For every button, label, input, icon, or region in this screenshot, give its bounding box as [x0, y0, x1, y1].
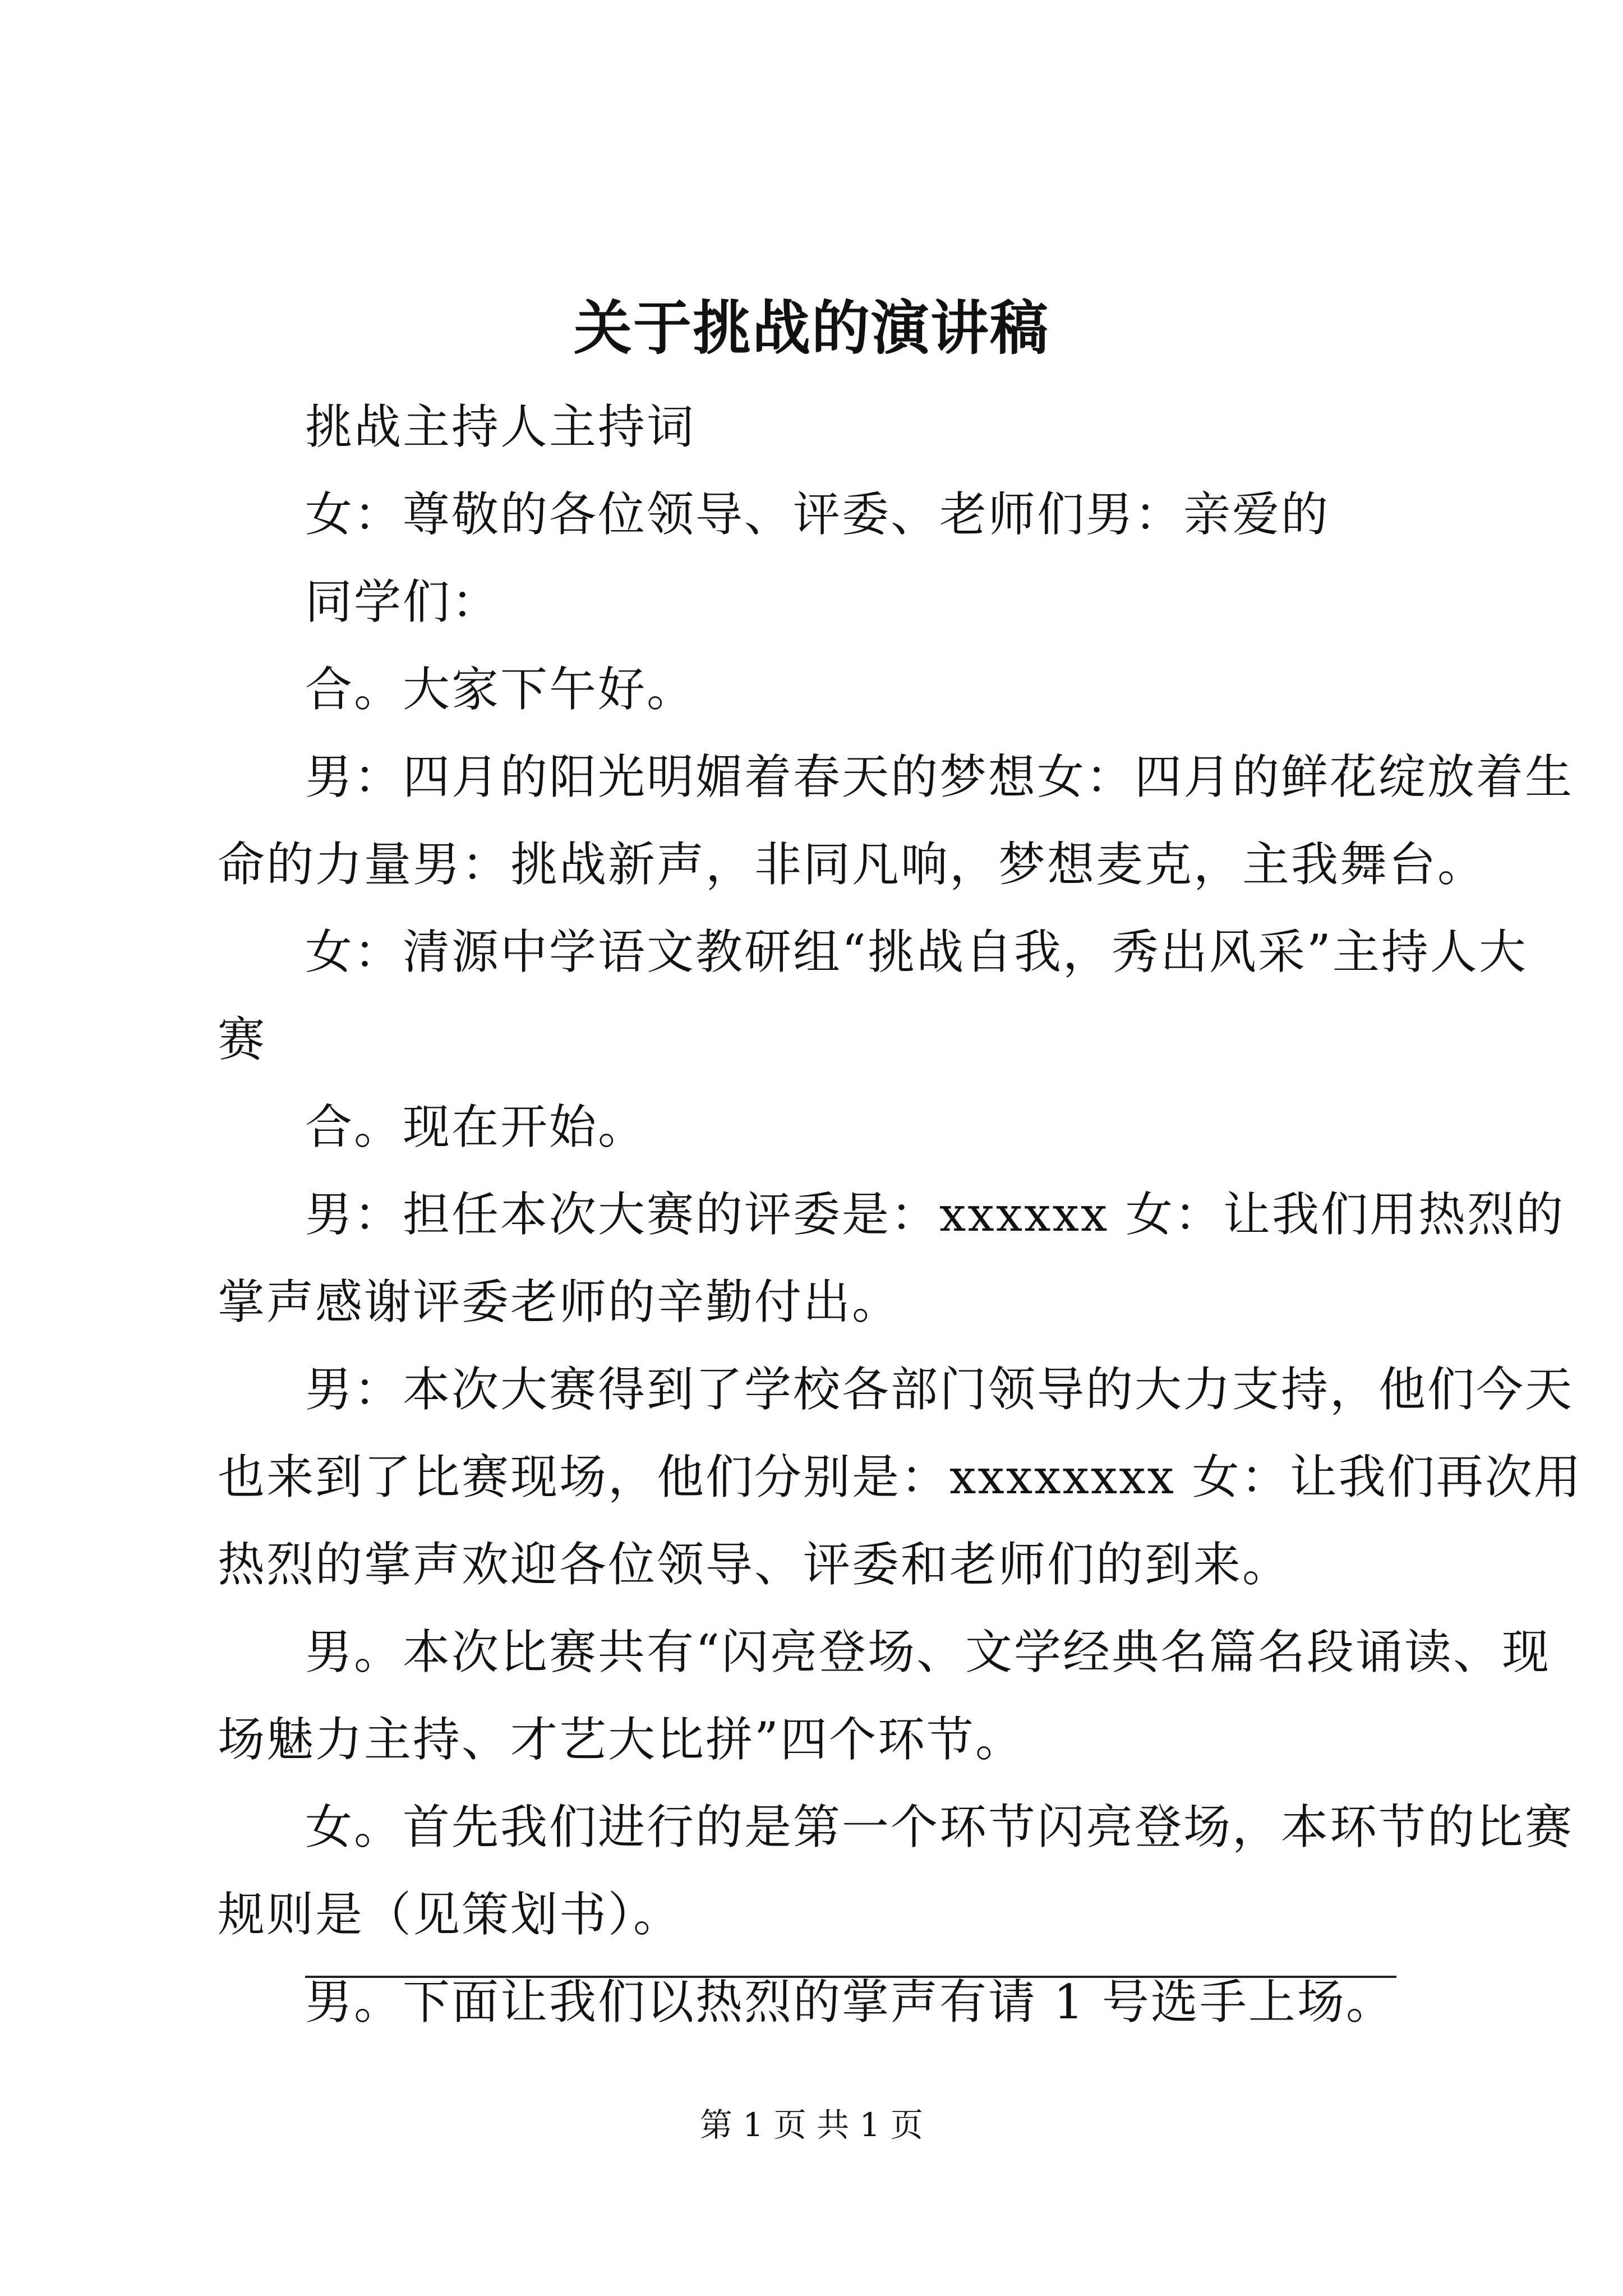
paragraph-line: 规则是（见策划书）。 — [218, 1887, 683, 1942]
paragraph-line: 合。大家下午好。 — [305, 662, 696, 717]
document-body — [218, 383, 1583, 2046]
paragraph-line: 掌声感谢评委老师的辛勤付出。 — [218, 1274, 901, 1329]
paragraph-line: 挑战主持人主持词 — [305, 399, 696, 454]
page-footer: 第 1 页 共 1 页 — [700, 2106, 923, 2144]
paragraph-line: 男。本次比赛共有“闪亮登场、文学经典名篇名段诵读、现 — [305, 1625, 1551, 1680]
paragraph-line: 命的力量男：挑战新声，非同凡响，梦想麦克，主我舞台。 — [218, 837, 1487, 892]
paragraph-line: 也来到了比赛现场，他们分别是：xxxxxxxx 女：让我们再次用 — [218, 1450, 1583, 1504]
paragraph-line: 男：本次大赛得到了学校各部门领导的大力支持，他们今天 — [305, 1362, 1574, 1417]
paragraph-line: 女：尊敬的各位领导、评委、老师们男：亲爱的 — [305, 487, 1330, 542]
paragraph-line: 女。首先我们进行的是第一个环节闪亮登场，本环节的比赛 — [305, 1800, 1574, 1855]
paragraph-line: 赛 — [218, 1012, 267, 1067]
paragraph-line: 合。现在开始。 — [305, 1099, 647, 1154]
document-title: 关于挑战的演讲稿 — [573, 293, 1049, 362]
paragraph-line: 男：担任本次大赛的评委是：xxxxxx 女：让我们用热烈的 — [305, 1187, 1565, 1242]
paragraph-line: 男。下面让我们以热烈的掌声有请 1 号选手上场。 — [305, 1975, 1395, 2030]
paragraph-line: 男：四月的阳光明媚着春天的梦想女：四月的鲜花绽放着生 — [305, 749, 1574, 804]
horizontal-rule — [305, 1976, 1396, 1978]
paragraph-line: 场魅力主持、才艺大比拼”四个环节。 — [218, 1712, 1024, 1767]
paragraph-line: 女：清源中学语文教研组“挑战自我，秀出风采”主持人大 — [305, 924, 1528, 979]
paragraph-line: 热烈的掌声欢迎各位领导、评委和老师们的到来。 — [218, 1537, 1292, 1592]
paragraph-line: 同学们： — [305, 574, 501, 629]
